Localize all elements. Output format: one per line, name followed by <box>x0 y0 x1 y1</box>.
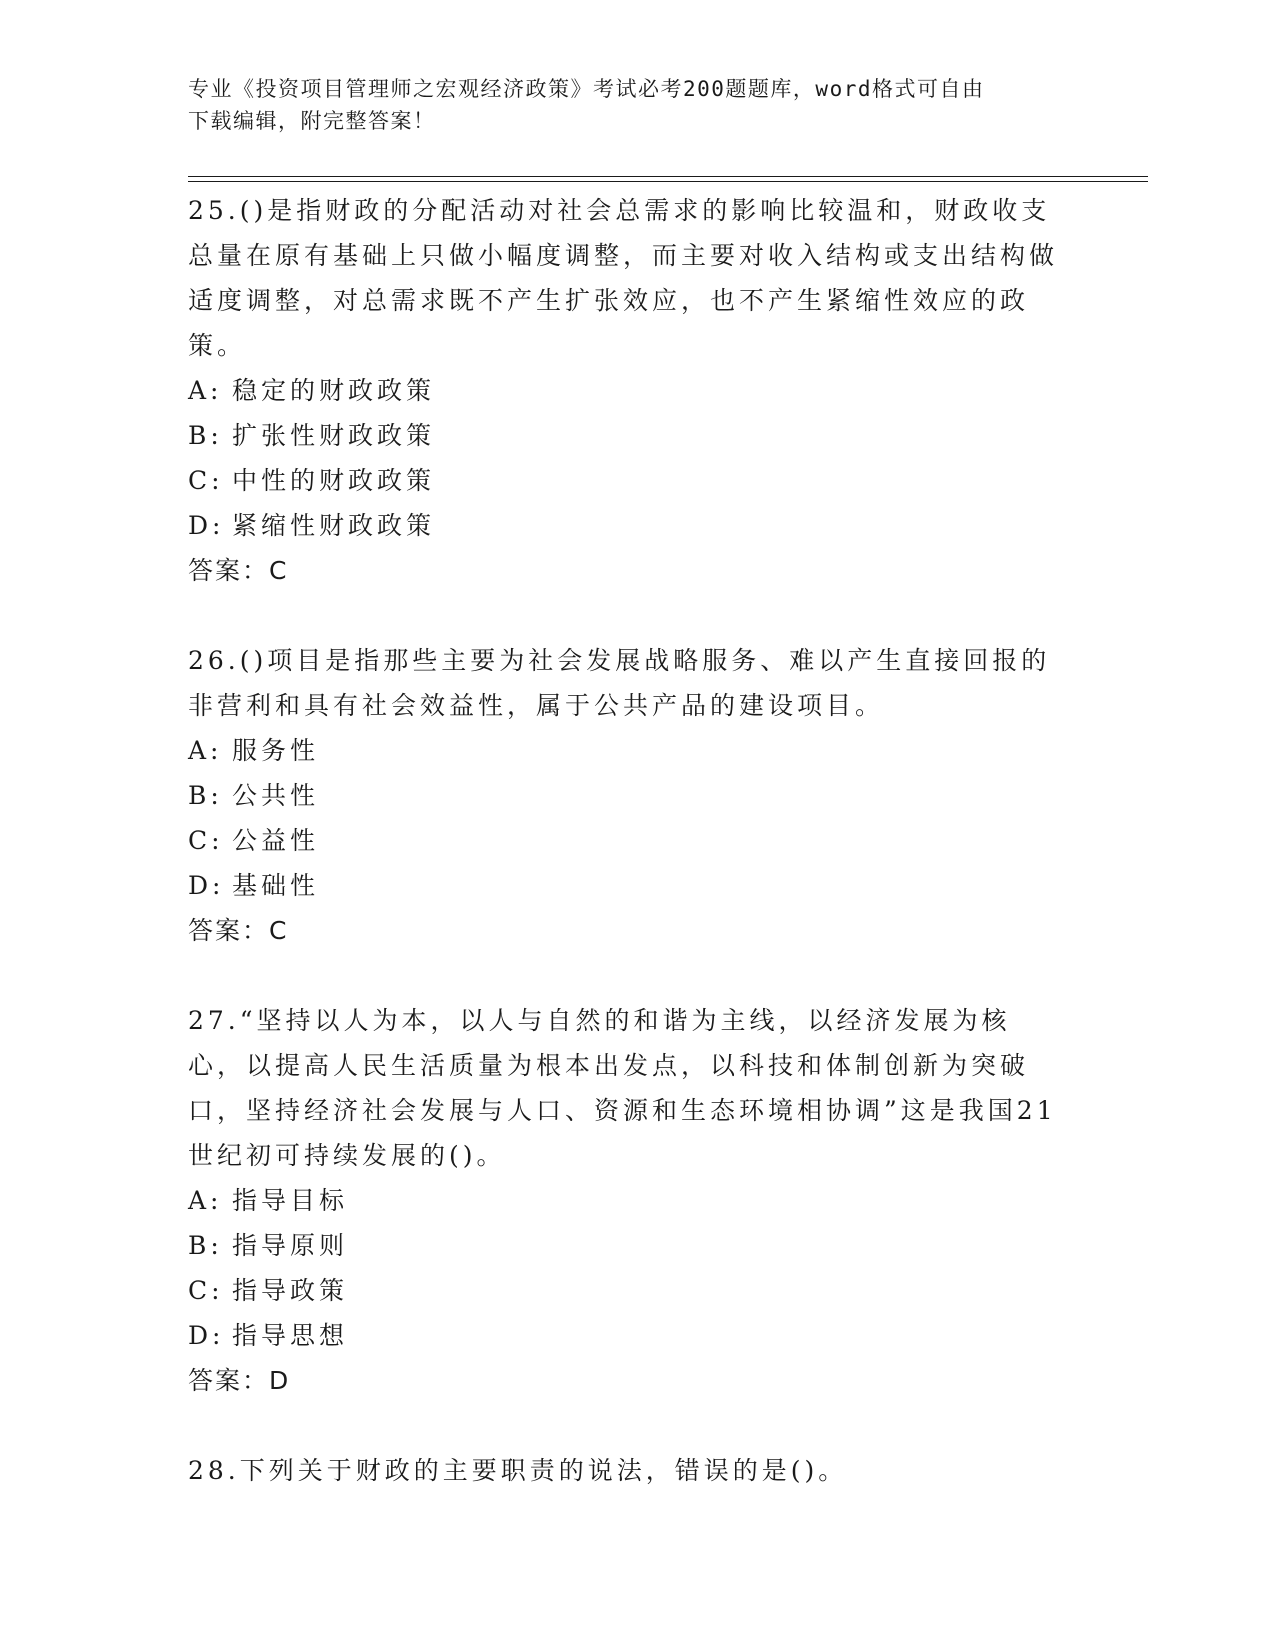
option-text: 基础性 <box>232 871 320 900</box>
header-divider-top <box>188 176 1148 177</box>
option-key: B: <box>188 781 223 810</box>
option-text: 指导目标 <box>232 1186 349 1215</box>
option-c <box>188 1268 1088 1313</box>
option-a <box>188 1178 1088 1223</box>
option-key: D: <box>188 511 225 540</box>
option-b <box>188 413 1088 458</box>
document-header <box>188 73 1068 137</box>
header-divider-bottom <box>188 181 1148 182</box>
option-key: A: <box>188 736 223 765</box>
option-key: A: <box>188 1186 223 1215</box>
answer-line: 答案：C <box>188 556 289 585</box>
option-text: 指导原则 <box>232 1231 349 1260</box>
option-key: C: <box>188 1276 224 1305</box>
option-text: 指导政策 <box>232 1276 349 1305</box>
option-text: 扩张性财政政策 <box>232 421 436 450</box>
option-a <box>188 368 1088 413</box>
question-stem: 26.()项目是指那些主要为社会发展战略服务、难以产生直接回报的非营利和具有社会效益性，属于公共产品的建设项目。 <box>188 646 1051 720</box>
option-d <box>188 1313 1088 1358</box>
question-25 <box>188 188 1088 593</box>
option-key: D: <box>188 871 225 900</box>
option-key: D: <box>188 1321 225 1350</box>
header-line-2: 下载编辑，附完整答案！ <box>188 109 436 133</box>
option-key: C: <box>188 826 224 855</box>
option-text: 指导思想 <box>232 1321 349 1350</box>
option-c <box>188 818 1088 863</box>
option-text: 中性的财政政策 <box>232 466 436 495</box>
option-c <box>188 458 1088 503</box>
question-26 <box>188 638 1088 953</box>
option-text: 稳定的财政政策 <box>232 376 436 405</box>
option-key: C: <box>188 466 224 495</box>
option-text: 服务性 <box>232 736 320 765</box>
option-text: 公益性 <box>232 826 320 855</box>
question-stem: 27.“坚持以人为本，以人与自然的和谐为主线，以经济发展为核心，以提高人民生活质量为根本出发点，以科技和体制创新为突破口，坚持经济社会发展与人口、资源和生态环境相协调”这是我国21世纪初可持续发展的()。 <box>188 1006 1057 1170</box>
option-b <box>188 1223 1088 1268</box>
option-d <box>188 503 1088 548</box>
option-b <box>188 773 1088 818</box>
option-a <box>188 728 1088 773</box>
option-key: B: <box>188 421 223 450</box>
question-28 <box>188 1448 1088 1493</box>
option-text: 公共性 <box>232 781 320 810</box>
option-text: 紧缩性财政政策 <box>232 511 436 540</box>
header-line-1: 专业《投资项目管理师之宏观经济政策》考试必考200题题库，word格式可自由 <box>188 77 985 101</box>
option-key: A: <box>188 376 223 405</box>
question-stem: 28.下列关于财政的主要职责的说法，错误的是()。 <box>188 1456 848 1485</box>
question-stem: 25.()是指财政的分配活动对社会总需求的影响比较温和，财政收支总量在原有基础上只做小幅度调整，而主要对收入结构或支出结构做适度调整，对总需求既不产生扩张效应，也不产生紧缩性效应的政策。 <box>188 196 1059 360</box>
option-d <box>188 863 1088 908</box>
answer-line: 答案：C <box>188 916 289 945</box>
question-27 <box>188 998 1088 1403</box>
answer-line: 答案：D <box>188 1366 291 1395</box>
option-key: B: <box>188 1231 223 1260</box>
question-list <box>188 188 1088 1538</box>
